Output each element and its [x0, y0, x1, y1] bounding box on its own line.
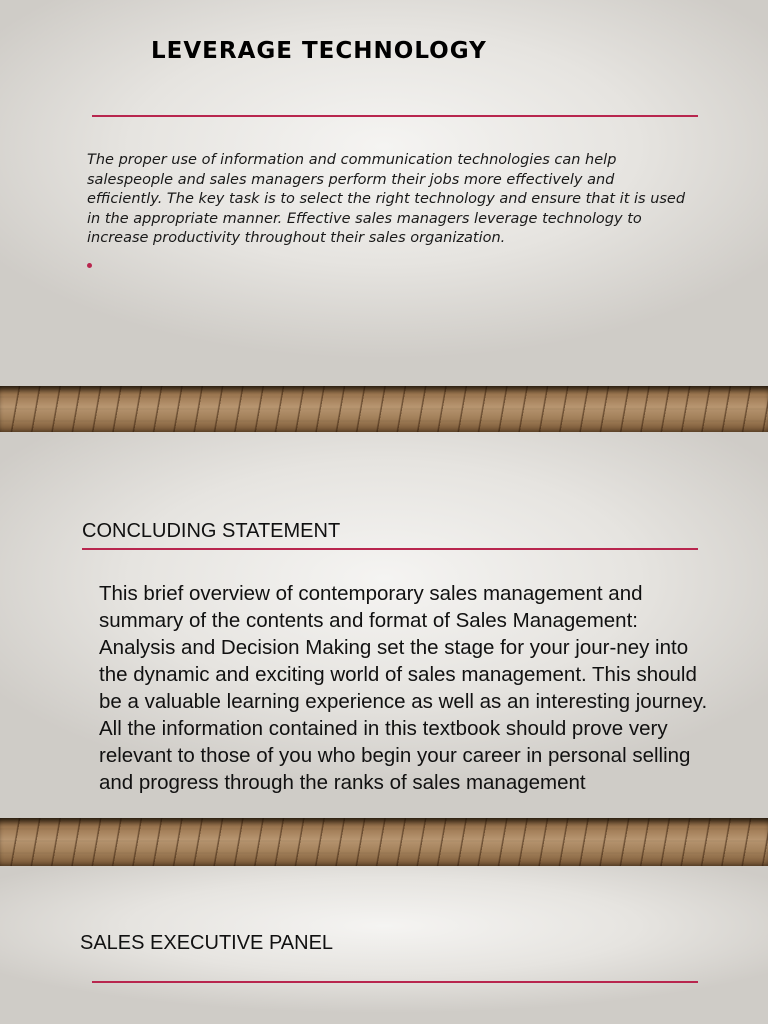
- slide-body-text: This brief overview of contemporary sales management and summary of the contents and format of Sales Management: Analysis and Decision Making set the stage for your jour-ney into the dynamic and exciting world of sales management. This should be a valuable learning experience as well as an interesting journey. All the information contained in this textbook should prove very relevant to those of you who begin your career in personal selling and progress through the ranks of sales management: [99, 582, 708, 794]
- title-divider: [92, 981, 698, 983]
- slide-title: CONCLUDING STATEMENT: [82, 520, 341, 542]
- bullet-icon: [87, 263, 92, 268]
- wood-floor-divider: [0, 818, 768, 866]
- slide-body-text: The proper use of information and communication technologies can help salespeople and sales managers perform their jobs more effectively and efficiently. The key task is to select the right technology and ensure that it is used in the appropriate manner. Effective sales managers leverage technology to increase productivity throughout their sales organization.: [87, 152, 686, 246]
- slide-title: LEVERAGE TECHNOLOGY: [151, 38, 487, 64]
- wood-floor-divider: [0, 386, 768, 432]
- title-divider: [92, 115, 698, 117]
- title-divider: [82, 548, 698, 550]
- slide-title: SALES EXECUTIVE PANEL: [80, 932, 334, 954]
